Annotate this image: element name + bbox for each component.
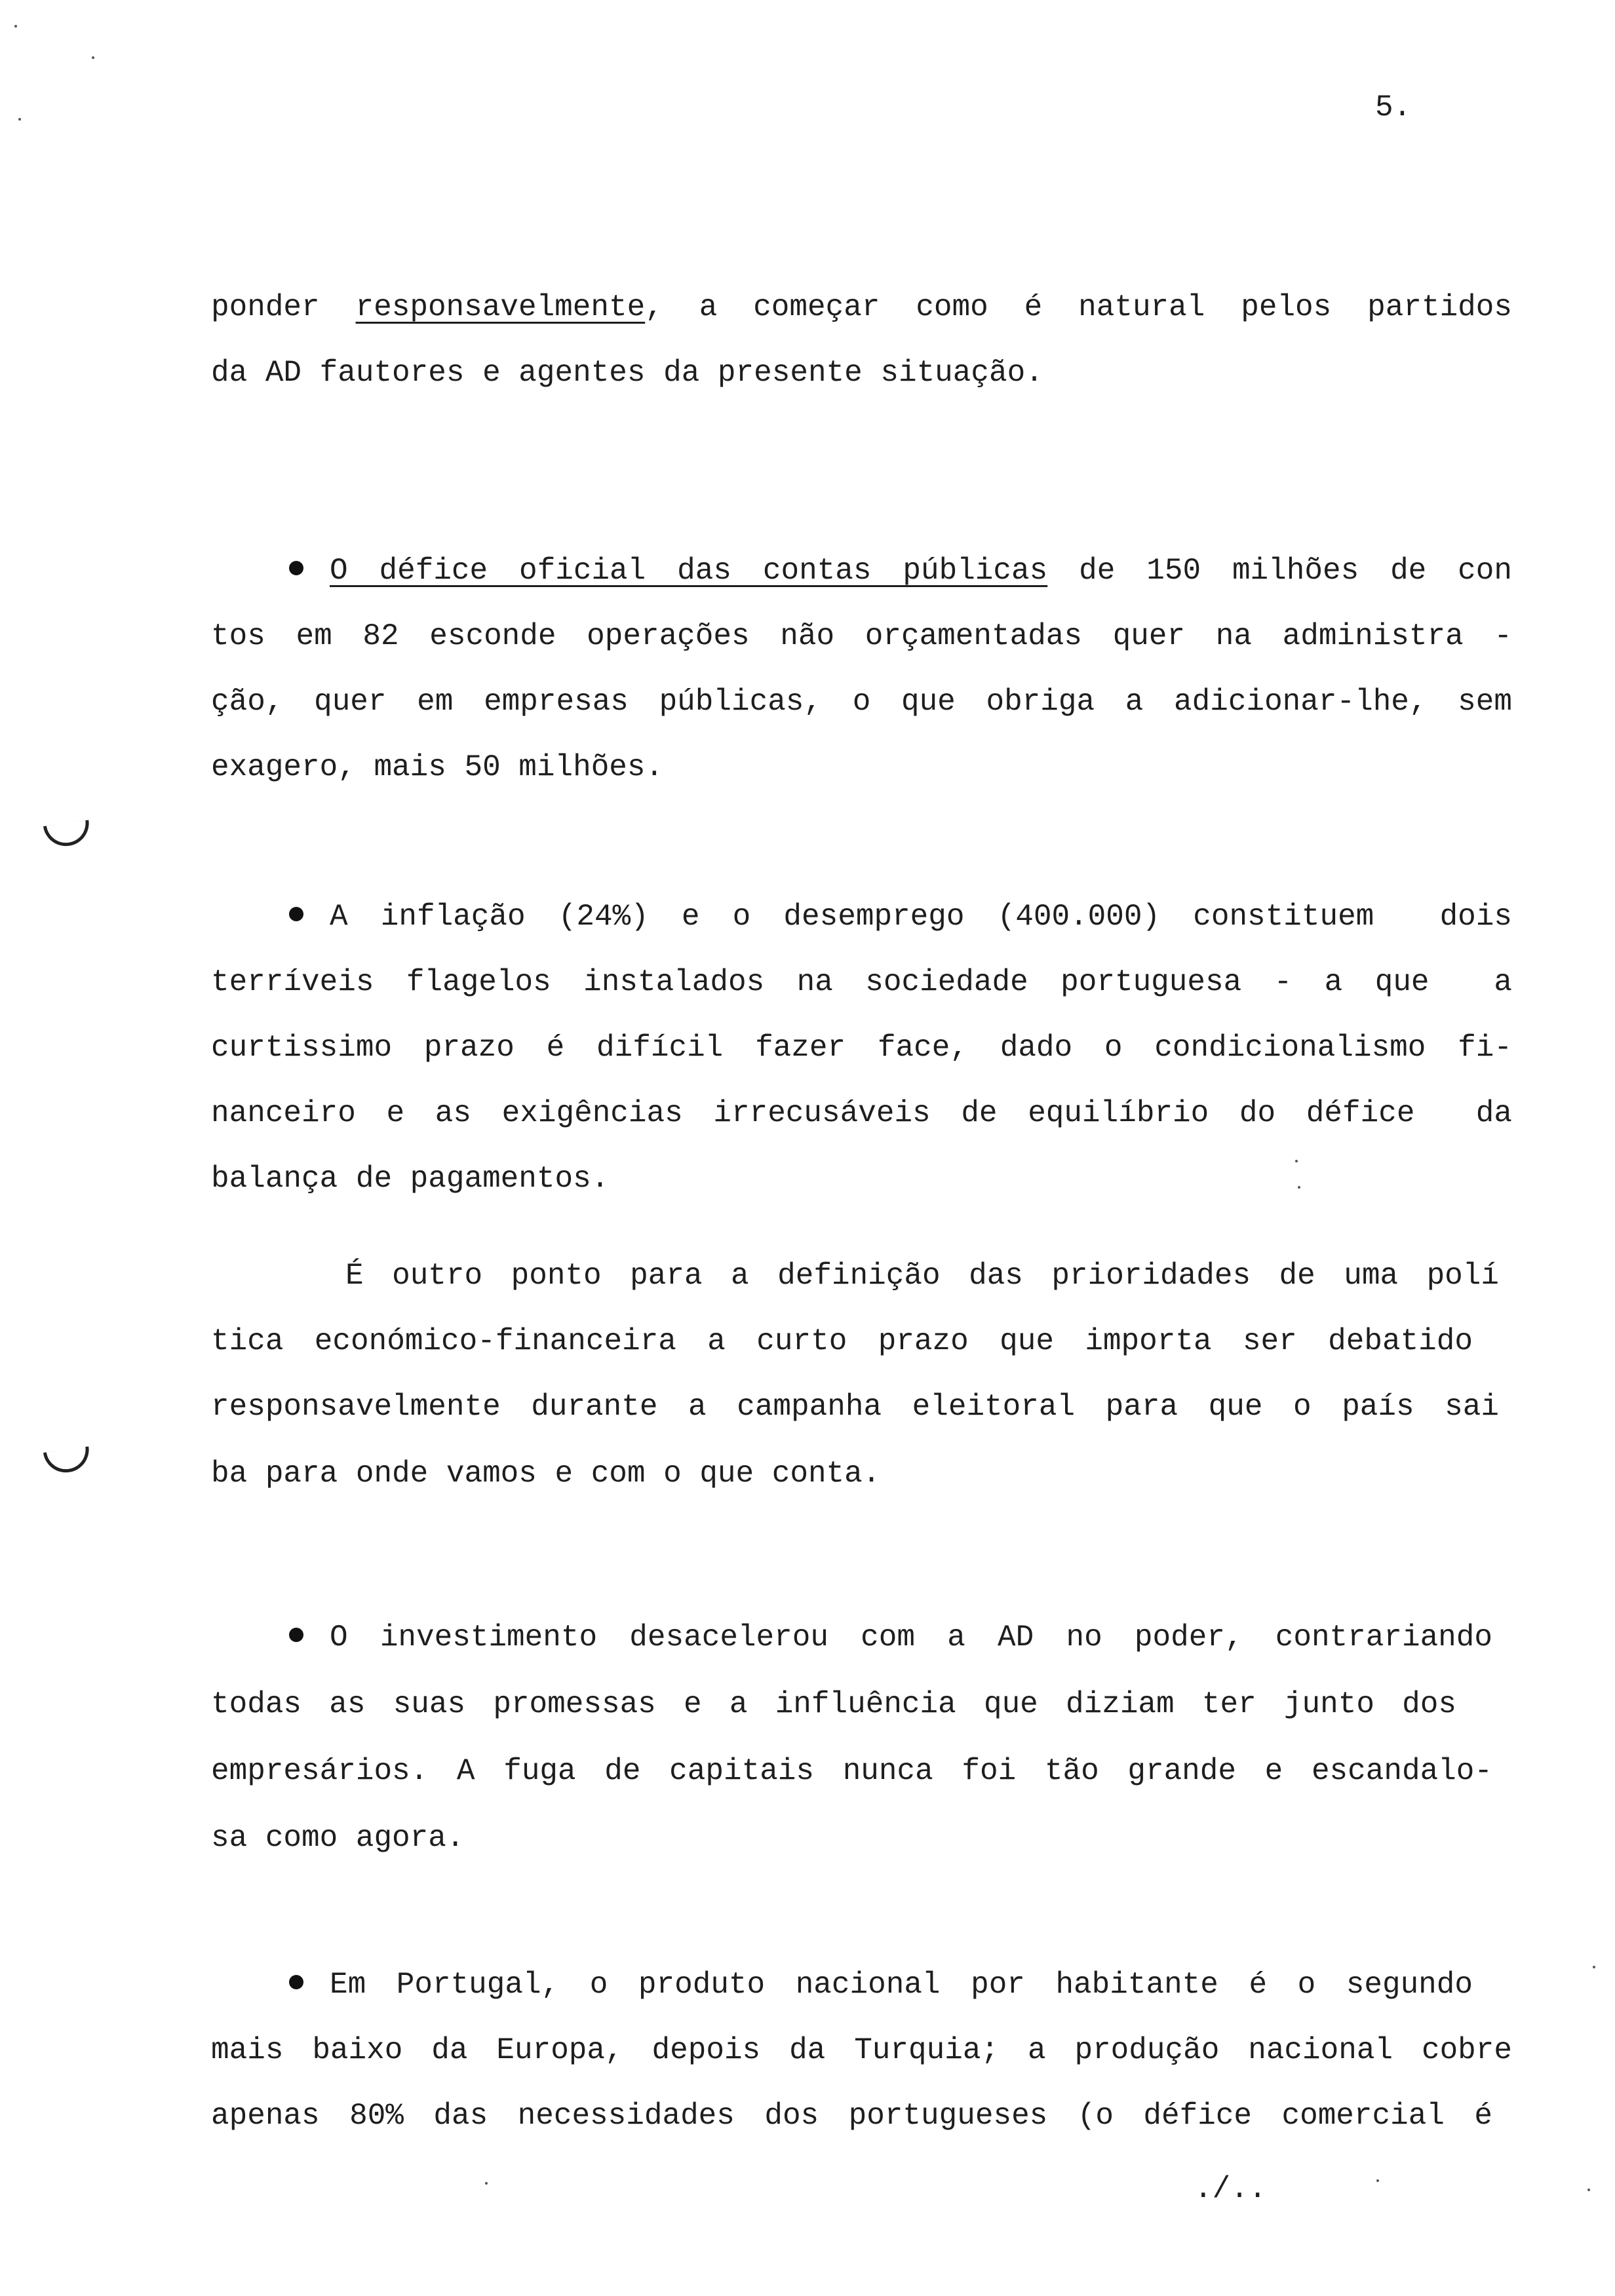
underlined-text: O défice oficial das contas públicas bbox=[330, 554, 1048, 588]
margin-curve-icon bbox=[43, 1446, 92, 1475]
text-line: apenas 80% das necessidades dos portugueses (o défice comercial é bbox=[211, 2099, 1492, 2133]
bullet-icon bbox=[289, 1975, 303, 1989]
speck-icon bbox=[18, 118, 21, 121]
bullet-icon bbox=[289, 1628, 303, 1642]
speck-icon bbox=[92, 56, 94, 59]
text-line: tica económico-financeira a curto prazo que importa ser debatido bbox=[211, 1324, 1473, 1358]
text-line: exagero, mais 50 milhões. bbox=[211, 750, 664, 784]
text-fragment: de 150 milhões de con bbox=[1047, 554, 1512, 588]
speck-icon bbox=[14, 25, 17, 28]
text-line: curtissimo prazo é difícil fazer face, dado o condicionalismo fi- bbox=[211, 1031, 1512, 1065]
text-line: mais baixo da Europa, depois da Turquia; a produção nacional cobre bbox=[211, 2033, 1512, 2067]
text-fragment: A inflação (24%) e o desemprego (400.000) constituem dois bbox=[330, 900, 1512, 934]
text-line: responsavelmente durante a campanha eleitoral para que o país sai bbox=[211, 1390, 1499, 1424]
text-line: ba para onde vamos e com o que conta. bbox=[211, 1457, 881, 1491]
text-line bbox=[289, 1622, 1492, 1653]
text-fragment: Em Portugal, o produto nacional por habitante é o segundo bbox=[330, 1968, 1473, 2002]
text-line: empresários. A fuga de capitais nunca foi tão grande e escandalo- bbox=[211, 1754, 1492, 1788]
text-line: ção, quer em empresas públicas, o que obriga a adicionar-lhe, sem bbox=[211, 685, 1512, 719]
text-fragment: , a começar como é natural pelos partidos bbox=[645, 290, 1512, 324]
text-line bbox=[289, 1970, 1473, 2000]
text-line bbox=[211, 292, 1512, 322]
speck-icon bbox=[1376, 2179, 1379, 2182]
bullet-icon bbox=[289, 561, 303, 575]
text-line bbox=[289, 556, 1512, 586]
text-fragment: O investimento desacelerou com a AD no poder, contrariando bbox=[330, 1620, 1492, 1655]
text-line: tos em 82 esconde operações não orçamentadas quer na administra - bbox=[211, 619, 1512, 653]
underlined-text: responsavelmente bbox=[355, 290, 646, 324]
speck-icon bbox=[485, 2182, 488, 2185]
speck-icon bbox=[1298, 1186, 1300, 1189]
text-line bbox=[289, 902, 1512, 932]
margin-curve-icon bbox=[43, 820, 92, 849]
speck-icon bbox=[1593, 1966, 1595, 1968]
text-line: nanceiro e as exigências irrecusáveis de equilíbrio do défice da bbox=[211, 1096, 1512, 1130]
bullet-icon bbox=[289, 907, 303, 921]
text-line: da AD fautores e agentes da presente situação. bbox=[211, 356, 1043, 390]
text-line: todas as suas promessas e a influência que diziam ter junto dos bbox=[211, 1687, 1456, 1721]
text-line: É outro ponto para a definição das prioridades de uma polí bbox=[345, 1259, 1499, 1293]
continuation-mark: ./.. bbox=[1194, 2172, 1267, 2206]
speck-icon bbox=[1587, 2189, 1590, 2191]
page-number: 5. bbox=[1375, 90, 1412, 124]
text-line: sa como agora. bbox=[211, 1821, 465, 1855]
text-line: balança de pagamentos. bbox=[211, 1162, 610, 1196]
text-fragment: ponder bbox=[211, 290, 356, 324]
speck-icon bbox=[1295, 1160, 1298, 1162]
text-line: terríveis flagelos instalados na sociedade portuguesa - a que a bbox=[211, 965, 1512, 999]
